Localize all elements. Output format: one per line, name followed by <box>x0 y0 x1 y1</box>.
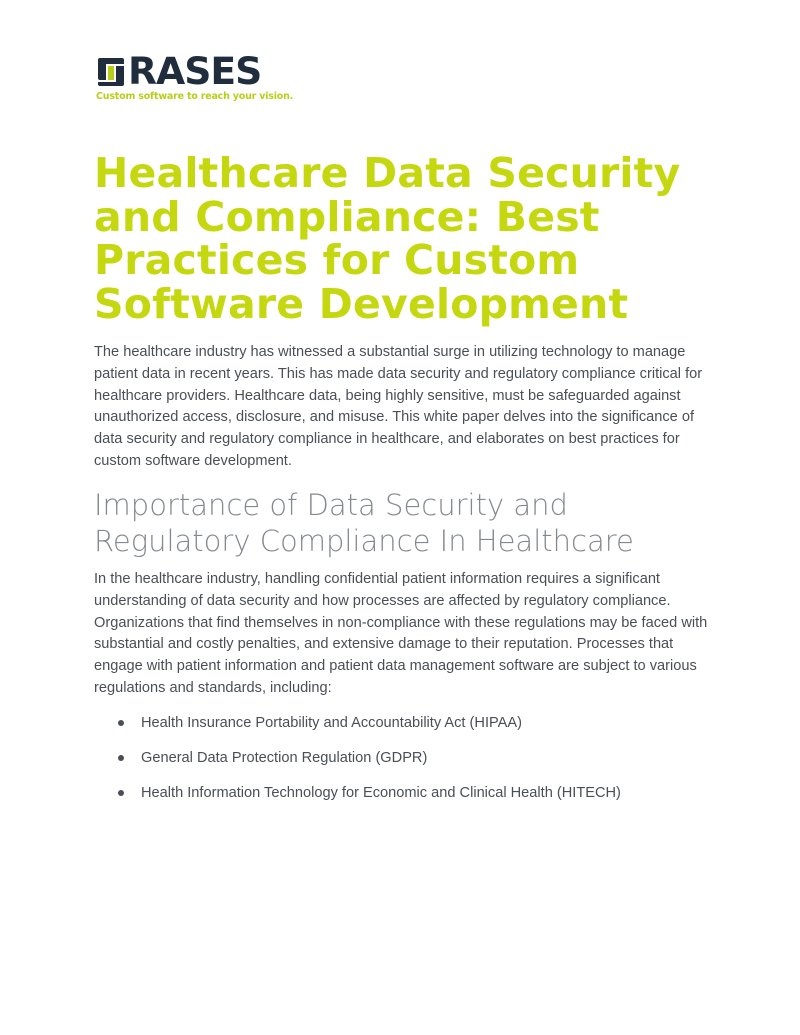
list-item <box>118 782 718 817</box>
logo-tagline: Custom software to reach your vision. <box>96 91 294 102</box>
list-item <box>118 712 718 747</box>
intro-paragraph: The healthcare industry has witnessed a substantial surge in utilizing technology to manage patient data in recent years. This has made data security and regulatory compliance critical for healthcare providers. Healthcare data, being highly sensitive, must be safeguarded against unauthorized access, disclosure, and misuse. This white paper delves into the significance of data security and regulatory compliance in healthcare, and elaborates on best practices for custom software development. <box>94 344 703 469</box>
regulation-hipaa: Health Insurance Portability and Accountability Act (HIPAA) <box>141 715 522 731</box>
regulation-gdpr: General Data Protection Regulation (GDPR) <box>141 750 428 766</box>
bullet-icon <box>118 720 124 726</box>
bullet-icon <box>118 790 124 796</box>
company-logo <box>96 50 296 106</box>
regulation-hitech: Health Information Technology for Economic and Clinical Health (HITECH) <box>141 785 621 801</box>
section-paragraph: In the healthcare industry, handling confidential patient information requires a significant understanding of data security and how processes are affected by regulatory compliance. Organizations that find themselves in non-compliance with these regulations may be faced with substantial and costly penalties, and extensive damage to their reputation. Processes that engage with patient information and patient data management software are subject to various regulations and standards, including: <box>94 571 708 696</box>
section-heading: Importance of Data Security and Regulatory Compliance In Healthcare <box>94 488 634 558</box>
logo-wordmark <box>96 50 262 93</box>
document-title: Healthcare Data Security and Compliance: Best Practices for Custom Software Development <box>94 149 681 328</box>
logo-o-mark-icon <box>96 56 126 88</box>
list-item <box>118 747 718 782</box>
logo-letters: RASES <box>128 50 262 93</box>
bullet-icon <box>118 755 124 761</box>
regulations-list <box>118 712 718 817</box>
